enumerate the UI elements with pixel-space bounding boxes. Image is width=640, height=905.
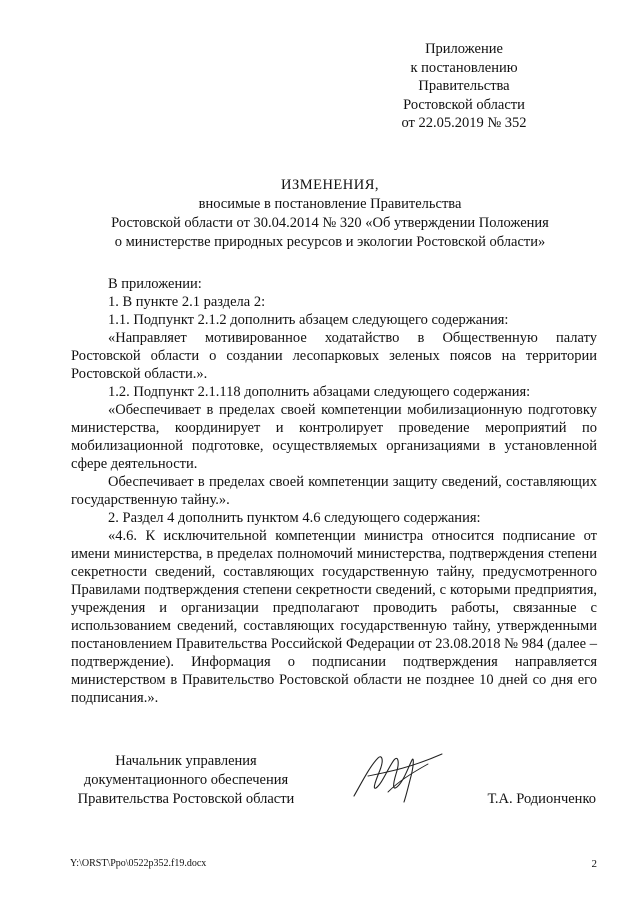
body-paragraph: В приложении: bbox=[108, 276, 202, 292]
document-body bbox=[71, 275, 597, 707]
appendix-header bbox=[364, 40, 564, 133]
handwritten-signature bbox=[348, 746, 448, 808]
document-title: ИЗМЕНЕНИЯ, bbox=[280, 177, 380, 193]
appendix-line: Правительства bbox=[418, 78, 510, 94]
document-heading bbox=[60, 176, 600, 252]
signature-block bbox=[70, 752, 596, 812]
appendix-line: к постановлению bbox=[410, 59, 518, 76]
signer-position-line: Правительства Ростовской области bbox=[77, 791, 295, 807]
body-paragraph: «4.6. К исключительной компетенции министра относится подписание от имени министерства, в пределах полномочий министерства, подтверждения степени секретности сведений, составляющих государственную тайну, предусмотренного Правилами подтверждения степени секретности сведений, с которыми предприятия, учреждения и организации предполагают проводить работы, связанные с использованием сведений, составляющих государственную тайну, утвержденными постановлением Правительства Российской Федерации от 23.08.2018 № 984 (далее – подтверждение). Информация о подписании подтверждения направляется министерством в Правительство Ростовской области не позднее 10 дней со дня его подписания.». bbox=[71, 528, 597, 706]
signer-position bbox=[70, 752, 302, 809]
body-paragraph: «Направляет мотивированное ходатайство в Общественную палату Ростовской области о создании лесопарковых зеленых поясов на территории Ростовской области.». bbox=[71, 330, 597, 382]
heading-line: Ростовской области от 30.04.2014 № 320 «Об утверждении Положения bbox=[111, 215, 549, 231]
body-paragraph: 1.1. Подпункт 2.1.2 дополнить абзацем следующего содержания: bbox=[108, 312, 509, 328]
appendix-line: Приложение bbox=[425, 41, 503, 57]
body-paragraph: 1. В пункте 2.1 раздела 2: bbox=[108, 294, 266, 310]
signer-name: Т.А. Родионченко bbox=[487, 791, 596, 807]
body-paragraph: 2. Раздел 4 дополнить пунктом 4.6 следующего содержания: bbox=[108, 510, 481, 526]
page-number: 2 bbox=[591, 858, 597, 870]
appendix-line: от 22.05.2019 № 352 bbox=[401, 115, 527, 131]
signer-position-line: документационного обеспечения bbox=[83, 772, 289, 788]
body-paragraph: Обеспечивает в пределах своей компетенции защиту сведений, составляющих государственную тайну.». bbox=[71, 474, 597, 508]
file-path: Y:\ORST\Ppo\0522p352.f19.docx bbox=[70, 858, 207, 869]
heading-line: о министерстве природных ресурсов и экологии Ростовской области» bbox=[114, 234, 546, 250]
appendix-line: Ростовской области bbox=[403, 96, 525, 113]
body-paragraph: «Обеспечивает в пределах своей компетенции мобилизационную подготовку министерства, координирует и контролирует проведение мероприятий по мобилизационной подготовке, осуществляемых организациями в установленной сфере деятельности. bbox=[71, 402, 597, 472]
body-paragraph: 1.2. Подпункт 2.1.118 дополнить абзацами следующего содержания: bbox=[108, 384, 531, 400]
signer-position-line: Начальник управления bbox=[115, 753, 257, 769]
heading-line: вносимые в постановление Правительства bbox=[198, 196, 462, 212]
